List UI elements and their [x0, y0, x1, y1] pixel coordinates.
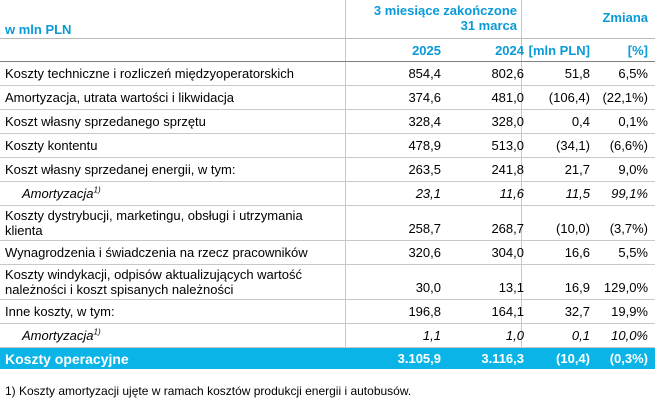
- footnote-marker: 1): [93, 327, 101, 337]
- change-heading: Zmiana: [602, 10, 648, 25]
- change-abs: 0,1: [571, 328, 590, 343]
- table-row: [0, 241, 655, 265]
- period-heading: 3 miesiące zakończone 31 marca: [373, 3, 517, 33]
- change-pct: 6,5%: [618, 66, 648, 81]
- row-label: Amortyzacja$^{1)}$: [22, 185, 101, 201]
- row-label: Amortyzacja, utrata wartości i likwidacja: [5, 90, 235, 105]
- change-pct: 9,0%: [618, 162, 648, 177]
- value-2025: 263,5: [408, 162, 441, 177]
- col-2024-header: 2024: [495, 43, 524, 58]
- col-pct-header: [%]: [627, 43, 648, 58]
- change-abs: 51,8: [564, 66, 590, 81]
- value-2025: 374,6: [408, 90, 441, 105]
- change-abs: 16,9: [564, 280, 590, 295]
- value-2025: 258,7: [408, 221, 441, 236]
- row-label: Koszty kontentu: [5, 138, 98, 153]
- value-2024: 481,0: [491, 90, 524, 105]
- table-row: [0, 110, 655, 134]
- change-abs: (106,4): [548, 90, 590, 105]
- table-row: [0, 206, 655, 241]
- table-row: [0, 300, 655, 324]
- col-2025-header: 2025: [412, 43, 441, 58]
- total-row: [0, 348, 655, 369]
- table-row: [0, 86, 655, 110]
- value-2024: 1,0: [505, 328, 524, 343]
- row-label: Koszt własny sprzedanej energii, w tym:: [5, 162, 236, 177]
- value-2024: 304,0: [491, 245, 524, 260]
- value-2025: 196,8: [408, 304, 441, 319]
- value-2025: 23,1: [415, 186, 441, 201]
- footnote: 1) Koszty amortyzacji ujęte w ramach kosztów produkcji energii i autobusów.: [5, 384, 412, 398]
- unit-label: w mln PLN: [5, 22, 72, 37]
- change-abs: 32,7: [564, 304, 590, 319]
- table-header-top: [0, 0, 655, 39]
- value-2025: 30,0: [415, 280, 441, 295]
- change-pct: (6,6%): [609, 138, 648, 153]
- value-2024: 802,6: [491, 66, 524, 81]
- total-pct: (0,3%): [609, 351, 648, 366]
- footnote-marker: 1): [93, 185, 101, 195]
- table-row: [0, 182, 655, 206]
- value-2025: 328,4: [408, 114, 441, 129]
- change-abs: 21,7: [564, 162, 590, 177]
- total-2024: 3.116,3: [481, 351, 524, 366]
- change-abs: 11,5: [565, 186, 590, 201]
- change-pct: 19,9%: [611, 304, 648, 319]
- table-row: [0, 134, 655, 158]
- change-pct: 99,1%: [611, 186, 648, 201]
- row-label: Koszty techniczne i rozliczeń międzyoperatorskich: [5, 66, 295, 81]
- total-abs: (10,4): [556, 351, 590, 366]
- value-2024: 241,8: [491, 162, 524, 177]
- value-2025: 478,9: [408, 138, 441, 153]
- value-2024: 164,1: [491, 304, 524, 319]
- col-abs-header: [mln PLN]: [528, 43, 590, 58]
- change-pct: (3,7%): [609, 221, 648, 236]
- table-header-columns: [0, 39, 655, 62]
- row-label: Inne koszty, w tym:: [5, 304, 115, 319]
- row-label: Wynagrodzenia i świadczenia na rzecz pracowników: [5, 245, 308, 260]
- change-pct: 5,5%: [618, 245, 648, 260]
- table-row: [0, 265, 655, 300]
- change-pct: (22,1%): [602, 90, 648, 105]
- value-2025: 854,4: [408, 66, 441, 81]
- row-label: Koszty dystrybucji, marketingu, obsługi i utrzymania klienta: [5, 208, 303, 238]
- value-2024: 268,7: [491, 221, 524, 236]
- table-row: [0, 324, 655, 348]
- change-pct: 0,1%: [618, 114, 648, 129]
- change-pct: 129,0%: [603, 280, 648, 295]
- change-pct: 10,0%: [611, 328, 648, 343]
- row-label: Koszt własny sprzedanego sprzętu: [5, 114, 206, 129]
- row-label: Koszty windykacji, odpisów aktualizujących wartość należności i koszt spisanych należności: [5, 267, 302, 297]
- total-2025: 3.105,9: [397, 351, 441, 366]
- change-abs: (34,1): [556, 138, 590, 153]
- row-label: Amortyzacja$^{1)}$: [22, 327, 101, 343]
- change-abs: (10,0): [556, 221, 590, 236]
- change-abs: 0,4: [571, 114, 590, 129]
- table-row: [0, 158, 655, 182]
- table-row: [0, 62, 655, 86]
- value-2024: 13,1: [498, 280, 524, 295]
- value-2024: 328,0: [491, 114, 524, 129]
- total-label: Koszty operacyjne: [5, 351, 129, 367]
- value-2025: 1,1: [422, 328, 441, 343]
- value-2024: 513,0: [491, 138, 524, 153]
- change-abs: 16,6: [564, 245, 590, 260]
- table-body: [0, 62, 655, 348]
- value-2024: 11,6: [499, 186, 524, 201]
- value-2025: 320,6: [408, 245, 441, 260]
